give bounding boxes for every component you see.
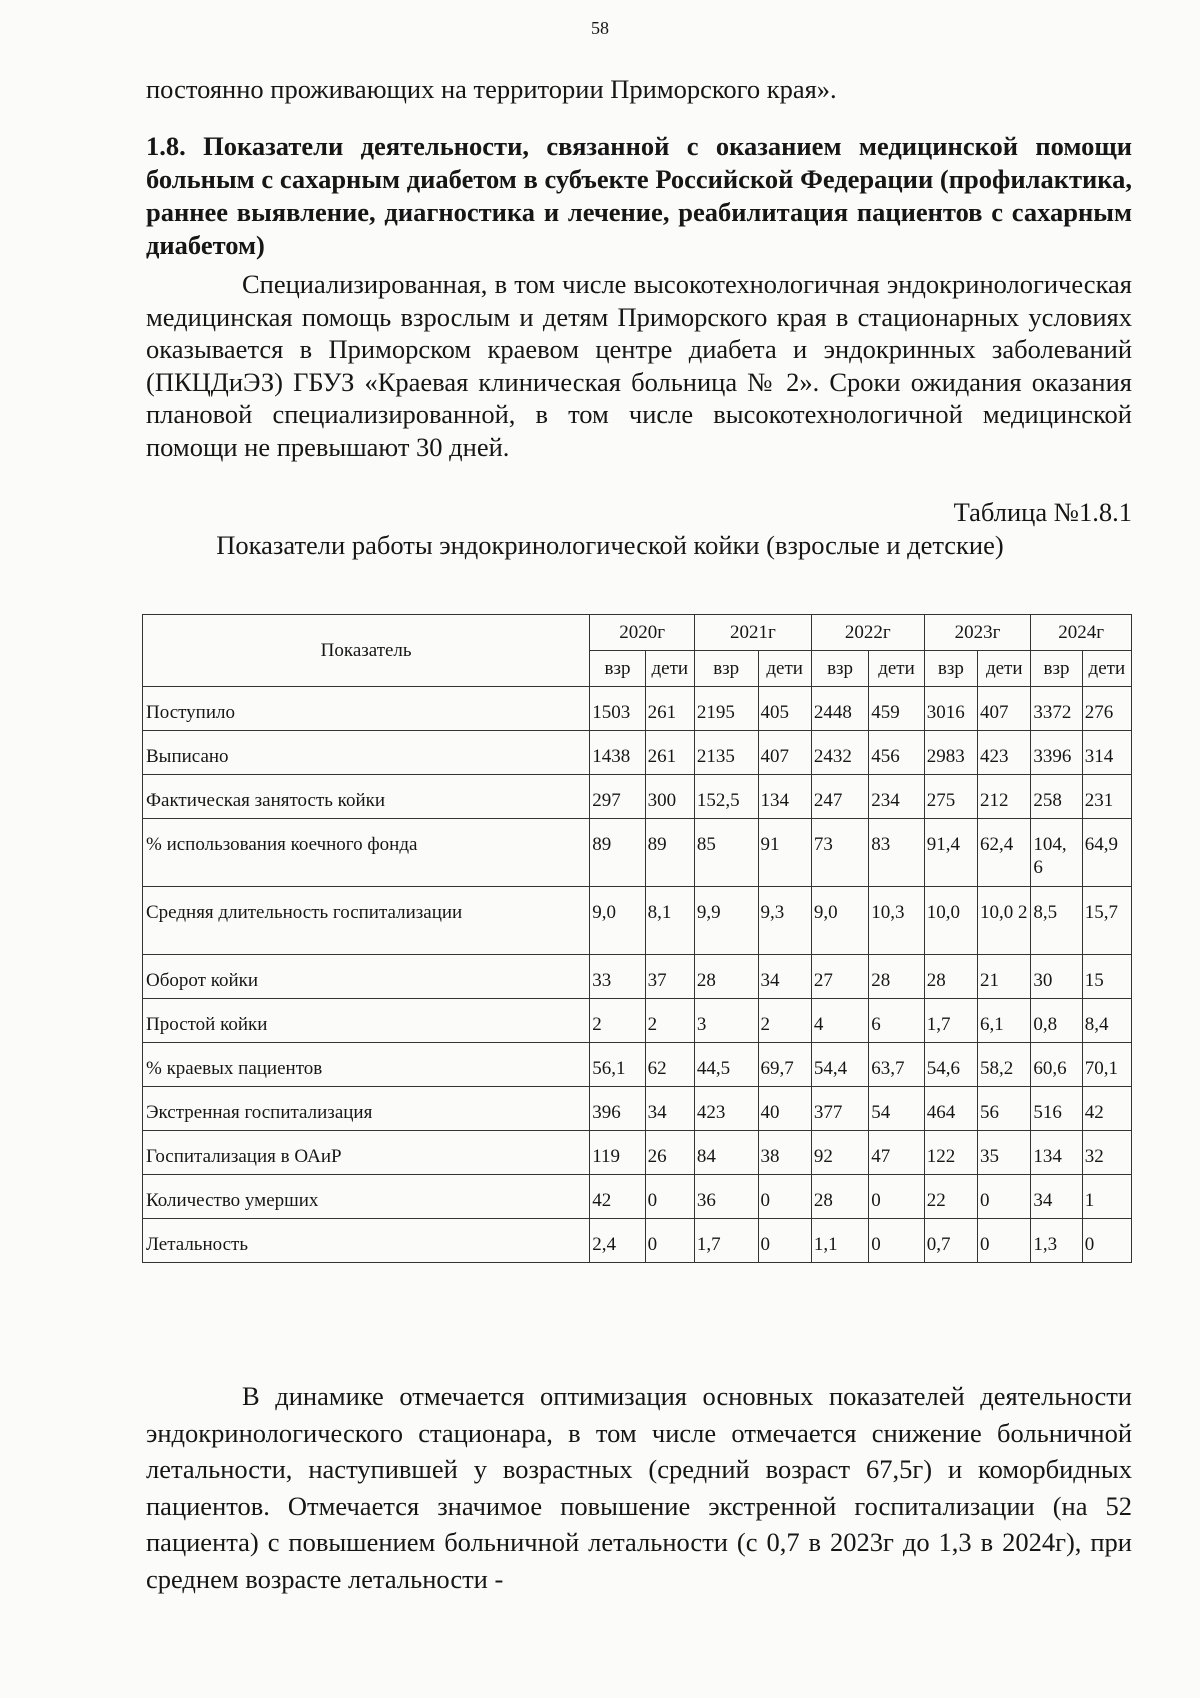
table-cell: 0,8 xyxy=(1031,999,1082,1043)
table-cell: 2448 xyxy=(811,687,868,731)
table-cell: 6,1 xyxy=(978,999,1031,1043)
intro-paragraph: Специализированная, в том числе высокотехнологичная эндокринологическая медицинская помощь взрослым и детям Приморского края в стационарных условиях оказывается в Приморском краевом центре диабета и эндокринных заболеваний (ПКЦДиЭЗ) ГБУЗ «Краевая клиническая больница № 2». Сроки ожидания оказания плановой специализированной, в том числе высокотехнологичной медицинской помощи не превышают 30 дней. xyxy=(146,269,1132,462)
table-cell: 2432 xyxy=(811,731,868,775)
table-cell: 35 xyxy=(978,1131,1031,1175)
year-header: 2023г xyxy=(924,615,1031,651)
table-cell: 8,1 xyxy=(645,887,694,955)
indicator-name: Выписано xyxy=(143,731,590,775)
indicator-name: Оборот койки xyxy=(143,955,590,999)
table-cell: 122 xyxy=(924,1131,977,1175)
table-cell: 2 xyxy=(590,999,645,1043)
table-cell: 212 xyxy=(978,775,1031,819)
indicator-name: Экстренная госпитализация xyxy=(143,1087,590,1131)
table-cell: 407 xyxy=(758,731,811,775)
table-row xyxy=(143,775,1132,819)
table-cell: 0 xyxy=(978,1175,1031,1219)
table-cell: 456 xyxy=(869,731,924,775)
table-cell: 28 xyxy=(811,1175,868,1219)
table-cell: 104, 6 xyxy=(1031,819,1082,887)
indicator-name: Госпитализация в ОАиР xyxy=(143,1131,590,1175)
table-header xyxy=(143,615,1132,687)
table-cell: 56 xyxy=(978,1087,1031,1131)
table-label: Таблица №1.8.1 xyxy=(953,497,1132,527)
table-cell: 38 xyxy=(758,1131,811,1175)
table-cell: 405 xyxy=(758,687,811,731)
table-row xyxy=(143,731,1132,775)
table-row xyxy=(143,819,1132,887)
table-cell: 234 xyxy=(869,775,924,819)
table-cell: 84 xyxy=(694,1131,758,1175)
table-cell: 22 xyxy=(924,1175,977,1219)
table-cell: 261 xyxy=(645,731,694,775)
table-cell: 2135 xyxy=(694,731,758,775)
table-cell: 89 xyxy=(590,819,645,887)
indicator-name: Фактическая занятость койки xyxy=(143,775,590,819)
table-cell: 3372 xyxy=(1031,687,1082,731)
table-cell: 92 xyxy=(811,1131,868,1175)
table-cell: 3 xyxy=(694,999,758,1043)
table-cell: 9,0 xyxy=(811,887,868,955)
table-cell: 300 xyxy=(645,775,694,819)
table-cell: 231 xyxy=(1082,775,1131,819)
table-cell: 9,9 xyxy=(694,887,758,955)
indicator-name: % использования коечного фонда xyxy=(143,819,590,887)
table-cell: 0 xyxy=(869,1219,924,1263)
table-cell: 407 xyxy=(978,687,1031,731)
table-cell: 63,7 xyxy=(869,1043,924,1087)
children-subheader: дети xyxy=(1082,651,1131,687)
table-cell: 34 xyxy=(1031,1175,1082,1219)
table-cell: 134 xyxy=(758,775,811,819)
bed-indicators-table xyxy=(142,614,1132,1263)
table-row xyxy=(143,1219,1132,1263)
table-cell: 62 xyxy=(645,1043,694,1087)
table-row xyxy=(143,687,1132,731)
table-cell: 134 xyxy=(1031,1131,1082,1175)
table-row xyxy=(143,955,1132,999)
table-cell: 314 xyxy=(1082,731,1131,775)
table-cell: 2983 xyxy=(924,731,977,775)
table-cell: 516 xyxy=(1031,1087,1082,1131)
table-cell: 0,7 xyxy=(924,1219,977,1263)
section-heading: 1.8. Показатели деятельности, связанной с оказанием медицинской помощи больным с сахарным диабетом в субъекте Российской Федерации (профилактика, раннее выявление, диагностика и лечение, реабилитация пациентов с сахарным диабетом) xyxy=(146,131,1132,260)
table-cell: 2195 xyxy=(694,687,758,731)
table-cell: 258 xyxy=(1031,775,1082,819)
table-cell: 2,4 xyxy=(590,1219,645,1263)
table-cell: 44,5 xyxy=(694,1043,758,1087)
table-cell: 459 xyxy=(869,687,924,731)
table-cell: 10,0 xyxy=(924,887,977,955)
table-cell: 47 xyxy=(869,1131,924,1175)
closing-paragraph: В динамике отмечается оптимизация основных показателей деятельности эндокринологического стационара, в том числе отмечается снижение больничной летальности, наступившей у возрастных (средний возраст 67,5г) и коморбидных пациентов. Отмечается значимое повышение экстренной госпитализации (на 52 пациента) с повышением больничной летальности (с 0,7 в 2023г до 1,3 в 2024г), при среднем возрасте летальности - xyxy=(146,1381,1132,1594)
table-cell: 42 xyxy=(590,1175,645,1219)
table-cell: 15,7 xyxy=(1082,887,1131,955)
indicator-name: Средняя длительность госпитализации xyxy=(143,887,590,955)
table-cell: 0 xyxy=(869,1175,924,1219)
table-cell: 83 xyxy=(869,819,924,887)
table-cell: 36 xyxy=(694,1175,758,1219)
table-cell: 119 xyxy=(590,1131,645,1175)
table-cell: 377 xyxy=(811,1087,868,1131)
indicator-name: Простой койки xyxy=(143,999,590,1043)
table-cell: 26 xyxy=(645,1131,694,1175)
table-cell: 247 xyxy=(811,775,868,819)
table-row xyxy=(143,1087,1132,1131)
table-cell: 2 xyxy=(758,999,811,1043)
table-cell: 275 xyxy=(924,775,977,819)
table-cell: 8,4 xyxy=(1082,999,1131,1043)
indicator-name: Количество умерших xyxy=(143,1175,590,1219)
table-row xyxy=(143,887,1132,955)
table-cell: 152,5 xyxy=(694,775,758,819)
table-cell: 0 xyxy=(645,1175,694,1219)
table-cell: 261 xyxy=(645,687,694,731)
table-cell: 3016 xyxy=(924,687,977,731)
table-cell: 1,1 xyxy=(811,1219,868,1263)
table-cell: 1,7 xyxy=(694,1219,758,1263)
table-cell: 0 xyxy=(978,1219,1031,1263)
table-cell: 276 xyxy=(1082,687,1131,731)
table-cell: 42 xyxy=(1082,1087,1131,1131)
continuation-line: постоянно проживающих на территории Приморского края». xyxy=(146,74,837,104)
table-cell: 0 xyxy=(645,1219,694,1263)
table-cell: 34 xyxy=(645,1087,694,1131)
table-cell: 33 xyxy=(590,955,645,999)
table-cell: 0 xyxy=(1082,1219,1131,1263)
table-cell: 54,6 xyxy=(924,1043,977,1087)
table-cell: 54 xyxy=(869,1087,924,1131)
table-cell: 9,0 xyxy=(590,887,645,955)
year-header: 2020г xyxy=(590,615,695,651)
adults-subheader: взр xyxy=(694,651,758,687)
indicator-name: % краевых пациентов xyxy=(143,1043,590,1087)
table-cell: 62,4 xyxy=(978,819,1031,887)
adults-subheader: взр xyxy=(1031,651,1082,687)
table-cell: 64,9 xyxy=(1082,819,1131,887)
table-cell: 1,7 xyxy=(924,999,977,1043)
indicator-header: Показатель xyxy=(143,615,590,687)
adults-subheader: взр xyxy=(811,651,868,687)
table-cell: 10,3 xyxy=(869,887,924,955)
table-row xyxy=(143,1043,1132,1087)
year-header: 2021г xyxy=(694,615,811,651)
table-cell: 91,4 xyxy=(924,819,977,887)
table-cell: 4 xyxy=(811,999,868,1043)
table-cell: 54,4 xyxy=(811,1043,868,1087)
table-cell: 396 xyxy=(590,1087,645,1131)
table-cell: 1438 xyxy=(590,731,645,775)
table-row xyxy=(143,1131,1132,1175)
table-cell: 464 xyxy=(924,1087,977,1131)
table-title: Показатели работы эндокринологической койки (взрослые и детские) xyxy=(216,530,1004,560)
table-cell: 0 xyxy=(758,1175,811,1219)
table-cell: 10,0 2 xyxy=(978,887,1031,955)
children-subheader: дети xyxy=(645,651,694,687)
table-cell: 3396 xyxy=(1031,731,1082,775)
table-cell: 37 xyxy=(645,955,694,999)
page-number: 58 xyxy=(591,18,609,38)
table-cell: 9,3 xyxy=(758,887,811,955)
table-cell: 423 xyxy=(978,731,1031,775)
table-cell: 56,1 xyxy=(590,1043,645,1087)
table-cell: 15 xyxy=(1082,955,1131,999)
table-cell: 297 xyxy=(590,775,645,819)
table-cell: 85 xyxy=(694,819,758,887)
table-cell: 28 xyxy=(869,955,924,999)
table-cell: 28 xyxy=(694,955,758,999)
table-cell: 2 xyxy=(645,999,694,1043)
children-subheader: дети xyxy=(978,651,1031,687)
table-cell: 89 xyxy=(645,819,694,887)
table-body xyxy=(143,687,1132,1263)
children-subheader: дети xyxy=(869,651,924,687)
table-cell: 21 xyxy=(978,955,1031,999)
indicator-name: Летальность xyxy=(143,1219,590,1263)
table-cell: 1,3 xyxy=(1031,1219,1082,1263)
table-cell: 69,7 xyxy=(758,1043,811,1087)
table-cell: 6 xyxy=(869,999,924,1043)
table-row xyxy=(143,1175,1132,1219)
table-cell: 0 xyxy=(758,1219,811,1263)
table-cell: 1503 xyxy=(590,687,645,731)
table-cell: 28 xyxy=(924,955,977,999)
year-header: 2022г xyxy=(811,615,924,651)
table-cell: 58,2 xyxy=(978,1043,1031,1087)
table-cell: 8,5 xyxy=(1031,887,1082,955)
table-cell: 40 xyxy=(758,1087,811,1131)
table-cell: 70,1 xyxy=(1082,1043,1131,1087)
table-cell: 32 xyxy=(1082,1131,1131,1175)
table-cell: 73 xyxy=(811,819,868,887)
adults-subheader: взр xyxy=(590,651,645,687)
year-header: 2024г xyxy=(1031,615,1132,651)
table-row xyxy=(143,999,1132,1043)
table-cell: 60,6 xyxy=(1031,1043,1082,1087)
table-cell: 30 xyxy=(1031,955,1082,999)
children-subheader: дети xyxy=(758,651,811,687)
table-cell: 1 xyxy=(1082,1175,1131,1219)
table-cell: 91 xyxy=(758,819,811,887)
indicator-name: Поступило xyxy=(143,687,590,731)
table-cell: 34 xyxy=(758,955,811,999)
adults-subheader: взр xyxy=(924,651,977,687)
table-cell: 423 xyxy=(694,1087,758,1131)
table-cell: 27 xyxy=(811,955,868,999)
